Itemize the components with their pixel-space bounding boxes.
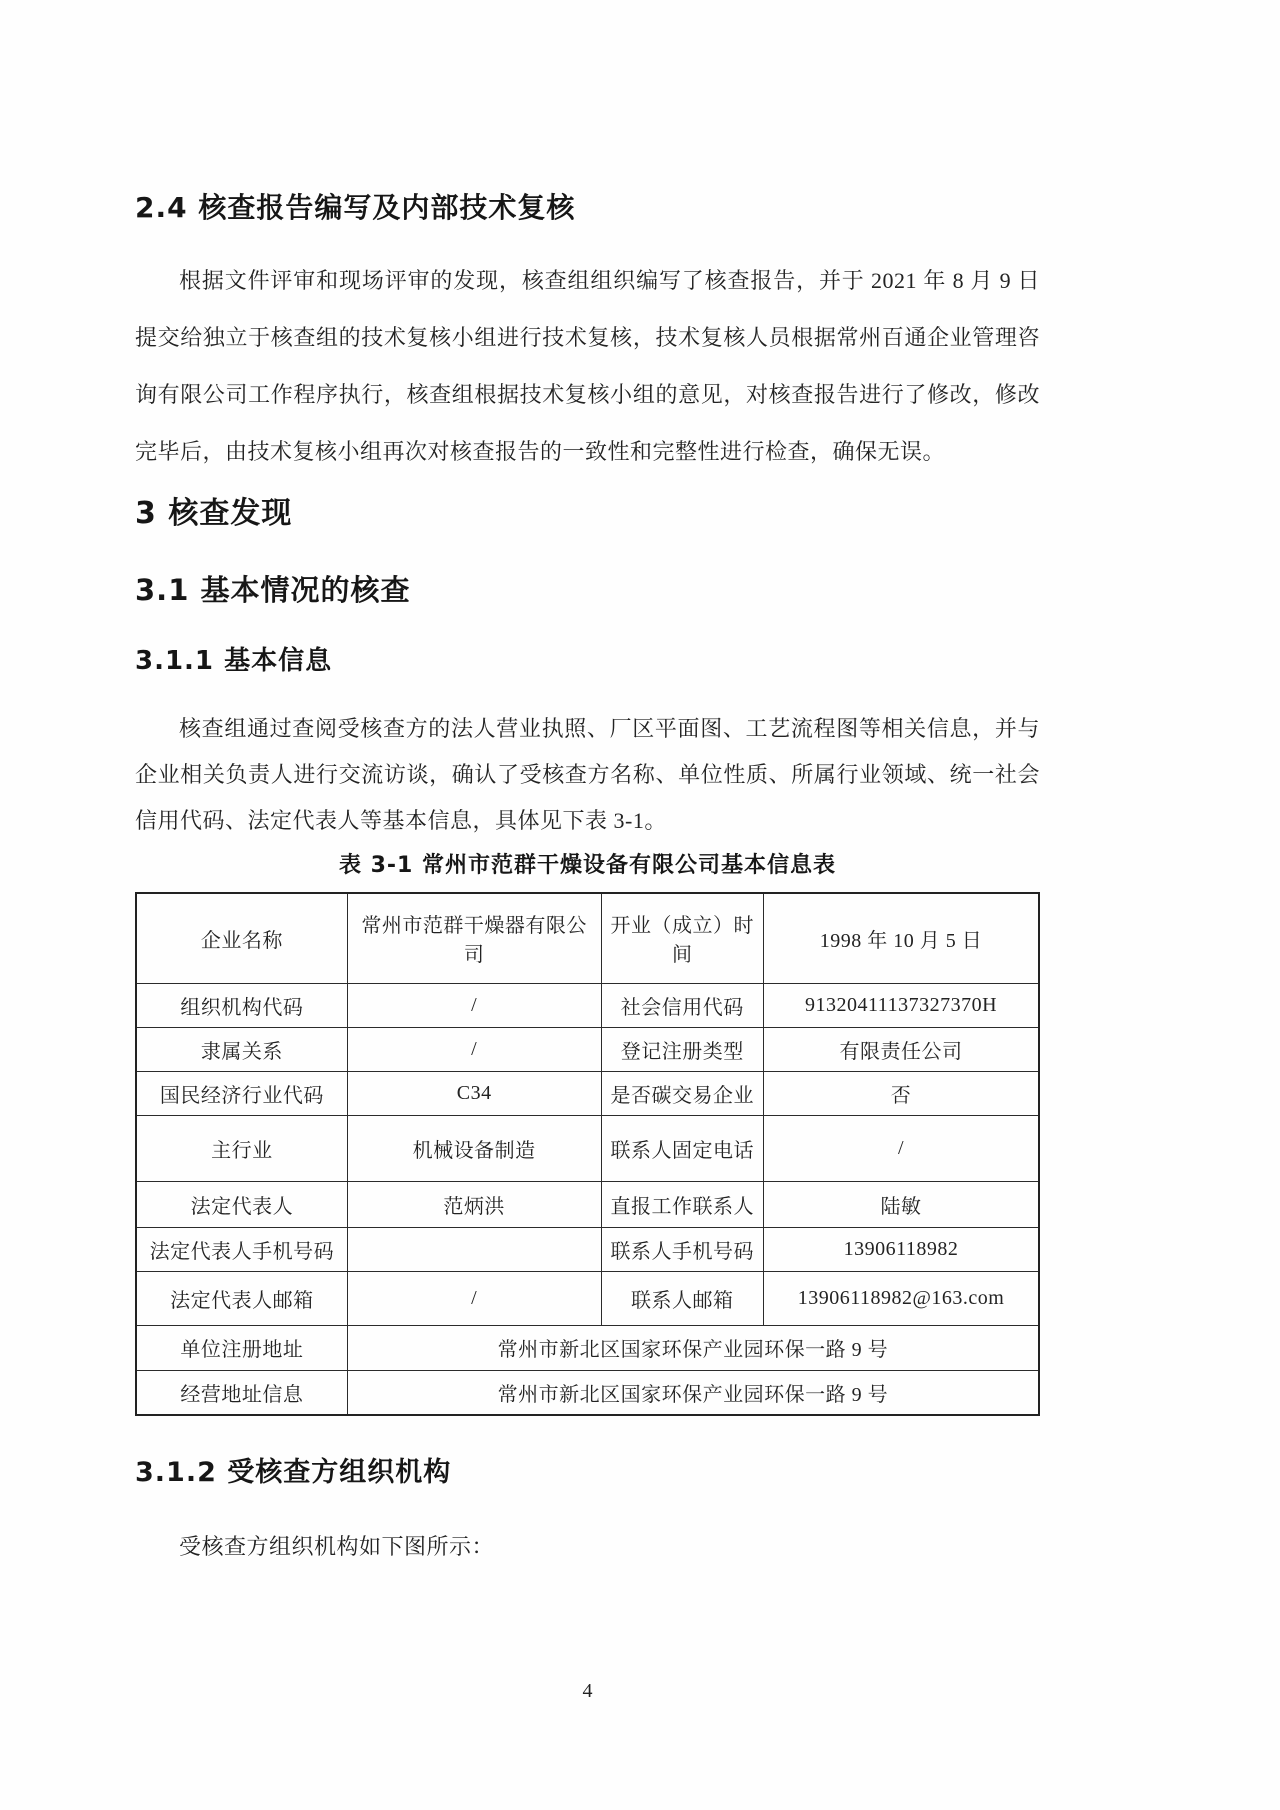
cell-label: 单位注册地址 (136, 1325, 347, 1370)
cell-value: / (764, 1115, 1039, 1181)
table-row (136, 1370, 1039, 1415)
cell-value: 常州市范群干燥器有限公司 (347, 893, 601, 983)
cell-value: 陆敏 (764, 1181, 1039, 1227)
table-row (136, 983, 1039, 1027)
cell-value: 常州市新北区国家环保产业园环保一路 9 号 (347, 1325, 1039, 1370)
cell-label: 经营地址信息 (136, 1370, 347, 1415)
paragraph-basic-info: 核查组通过查阅受核查方的法人营业执照、厂区平面图、工艺流程图等相关信息，并与企业相关负责人进行交流访谈，确认了受核查方名称、单位性质、所属行业领域、统一社会信用代码、法定代表人等基本信息，具体见下表 3-1。 (135, 716, 1040, 833)
section-heading-3-1-1: 3.1.1 基本信息 (135, 646, 333, 676)
table-row (136, 1027, 1039, 1071)
cell-label: 企业名称 (136, 893, 347, 983)
paragraph-org-structure: 受核查方组织机构如下图所示： (179, 1534, 495, 1559)
paragraph-report-writing: 根据文件评审和现场评审的发现，核查组组织编写了核查报告，并于 2021 年 8 月 9 日提交给独立于核查组的技术复核小组进行技术复核，技术复核人员根据常州百通企业管理咨询有限公司工作程序执行，核查组根据技术复核小组的意见，对核查报告进行了修改，修改完毕后，由技术复核小组再次对核查报告的一致性和完整性进行检查，确保无误。 (135, 268, 1040, 464)
table-row (136, 1115, 1039, 1181)
cell-label: 社会信用代码 (601, 983, 764, 1027)
cell-value: 91320411137327370H (764, 983, 1039, 1027)
cell-label: 法定代表人手机号码 (136, 1227, 347, 1271)
section-heading-3: 3 核查发现 (135, 496, 293, 531)
cell-label: 法定代表人 (136, 1181, 347, 1227)
cell-label: 直报工作联系人 (601, 1181, 764, 1227)
cell-label: 联系人固定电话 (601, 1115, 764, 1181)
cell-value: 常州市新北区国家环保产业园环保一路 9 号 (347, 1370, 1039, 1415)
page-number: 4 (582, 1680, 593, 1702)
document-content (135, 0, 1040, 1562)
cell-value: 机械设备制造 (347, 1115, 601, 1181)
cell-value: 1998 年 10 月 5 日 (764, 893, 1039, 983)
table-caption: 表 3-1 常州市范群干燥设备有限公司基本信息表 (338, 853, 837, 878)
cell-value: 范炳洪 (347, 1181, 601, 1227)
cell-label: 主行业 (136, 1115, 347, 1181)
table-row (136, 1181, 1039, 1227)
cell-label: 隶属关系 (136, 1027, 347, 1071)
section-heading-3-1: 3.1 基本情况的核查 (135, 573, 411, 607)
cell-label: 联系人手机号码 (601, 1227, 764, 1271)
cell-label: 组织机构代码 (136, 983, 347, 1027)
cell-value: 有限责任公司 (764, 1027, 1039, 1071)
cell-value: 13906118982@163.com (764, 1271, 1039, 1325)
table-row (136, 893, 1039, 983)
cell-label: 登记注册类型 (601, 1027, 764, 1071)
basic-info-table (135, 892, 1040, 1416)
cell-label: 开业（成立）时间 (601, 893, 764, 983)
section-heading-2-4: 2.4 核查报告编写及内部技术复核 (135, 191, 576, 224)
cell-value (347, 1227, 601, 1271)
cell-value: / (347, 983, 601, 1027)
cell-label: 法定代表人邮箱 (136, 1271, 347, 1325)
cell-label: 联系人邮箱 (601, 1271, 764, 1325)
cell-value: 13906118982 (764, 1227, 1039, 1271)
cell-label: 是否碳交易企业 (601, 1071, 764, 1115)
section-heading-3-1-2: 3.1.2 受核查方组织机构 (135, 1457, 452, 1488)
cell-value: / (347, 1271, 601, 1325)
cell-label: 国民经济行业代码 (136, 1071, 347, 1115)
cell-value: C34 (347, 1071, 601, 1115)
cell-value: 否 (764, 1071, 1039, 1115)
table-row (136, 1325, 1039, 1370)
table-row (136, 1271, 1039, 1325)
table-row (136, 1071, 1039, 1115)
cell-value: / (347, 1027, 601, 1071)
table-row (136, 1227, 1039, 1271)
